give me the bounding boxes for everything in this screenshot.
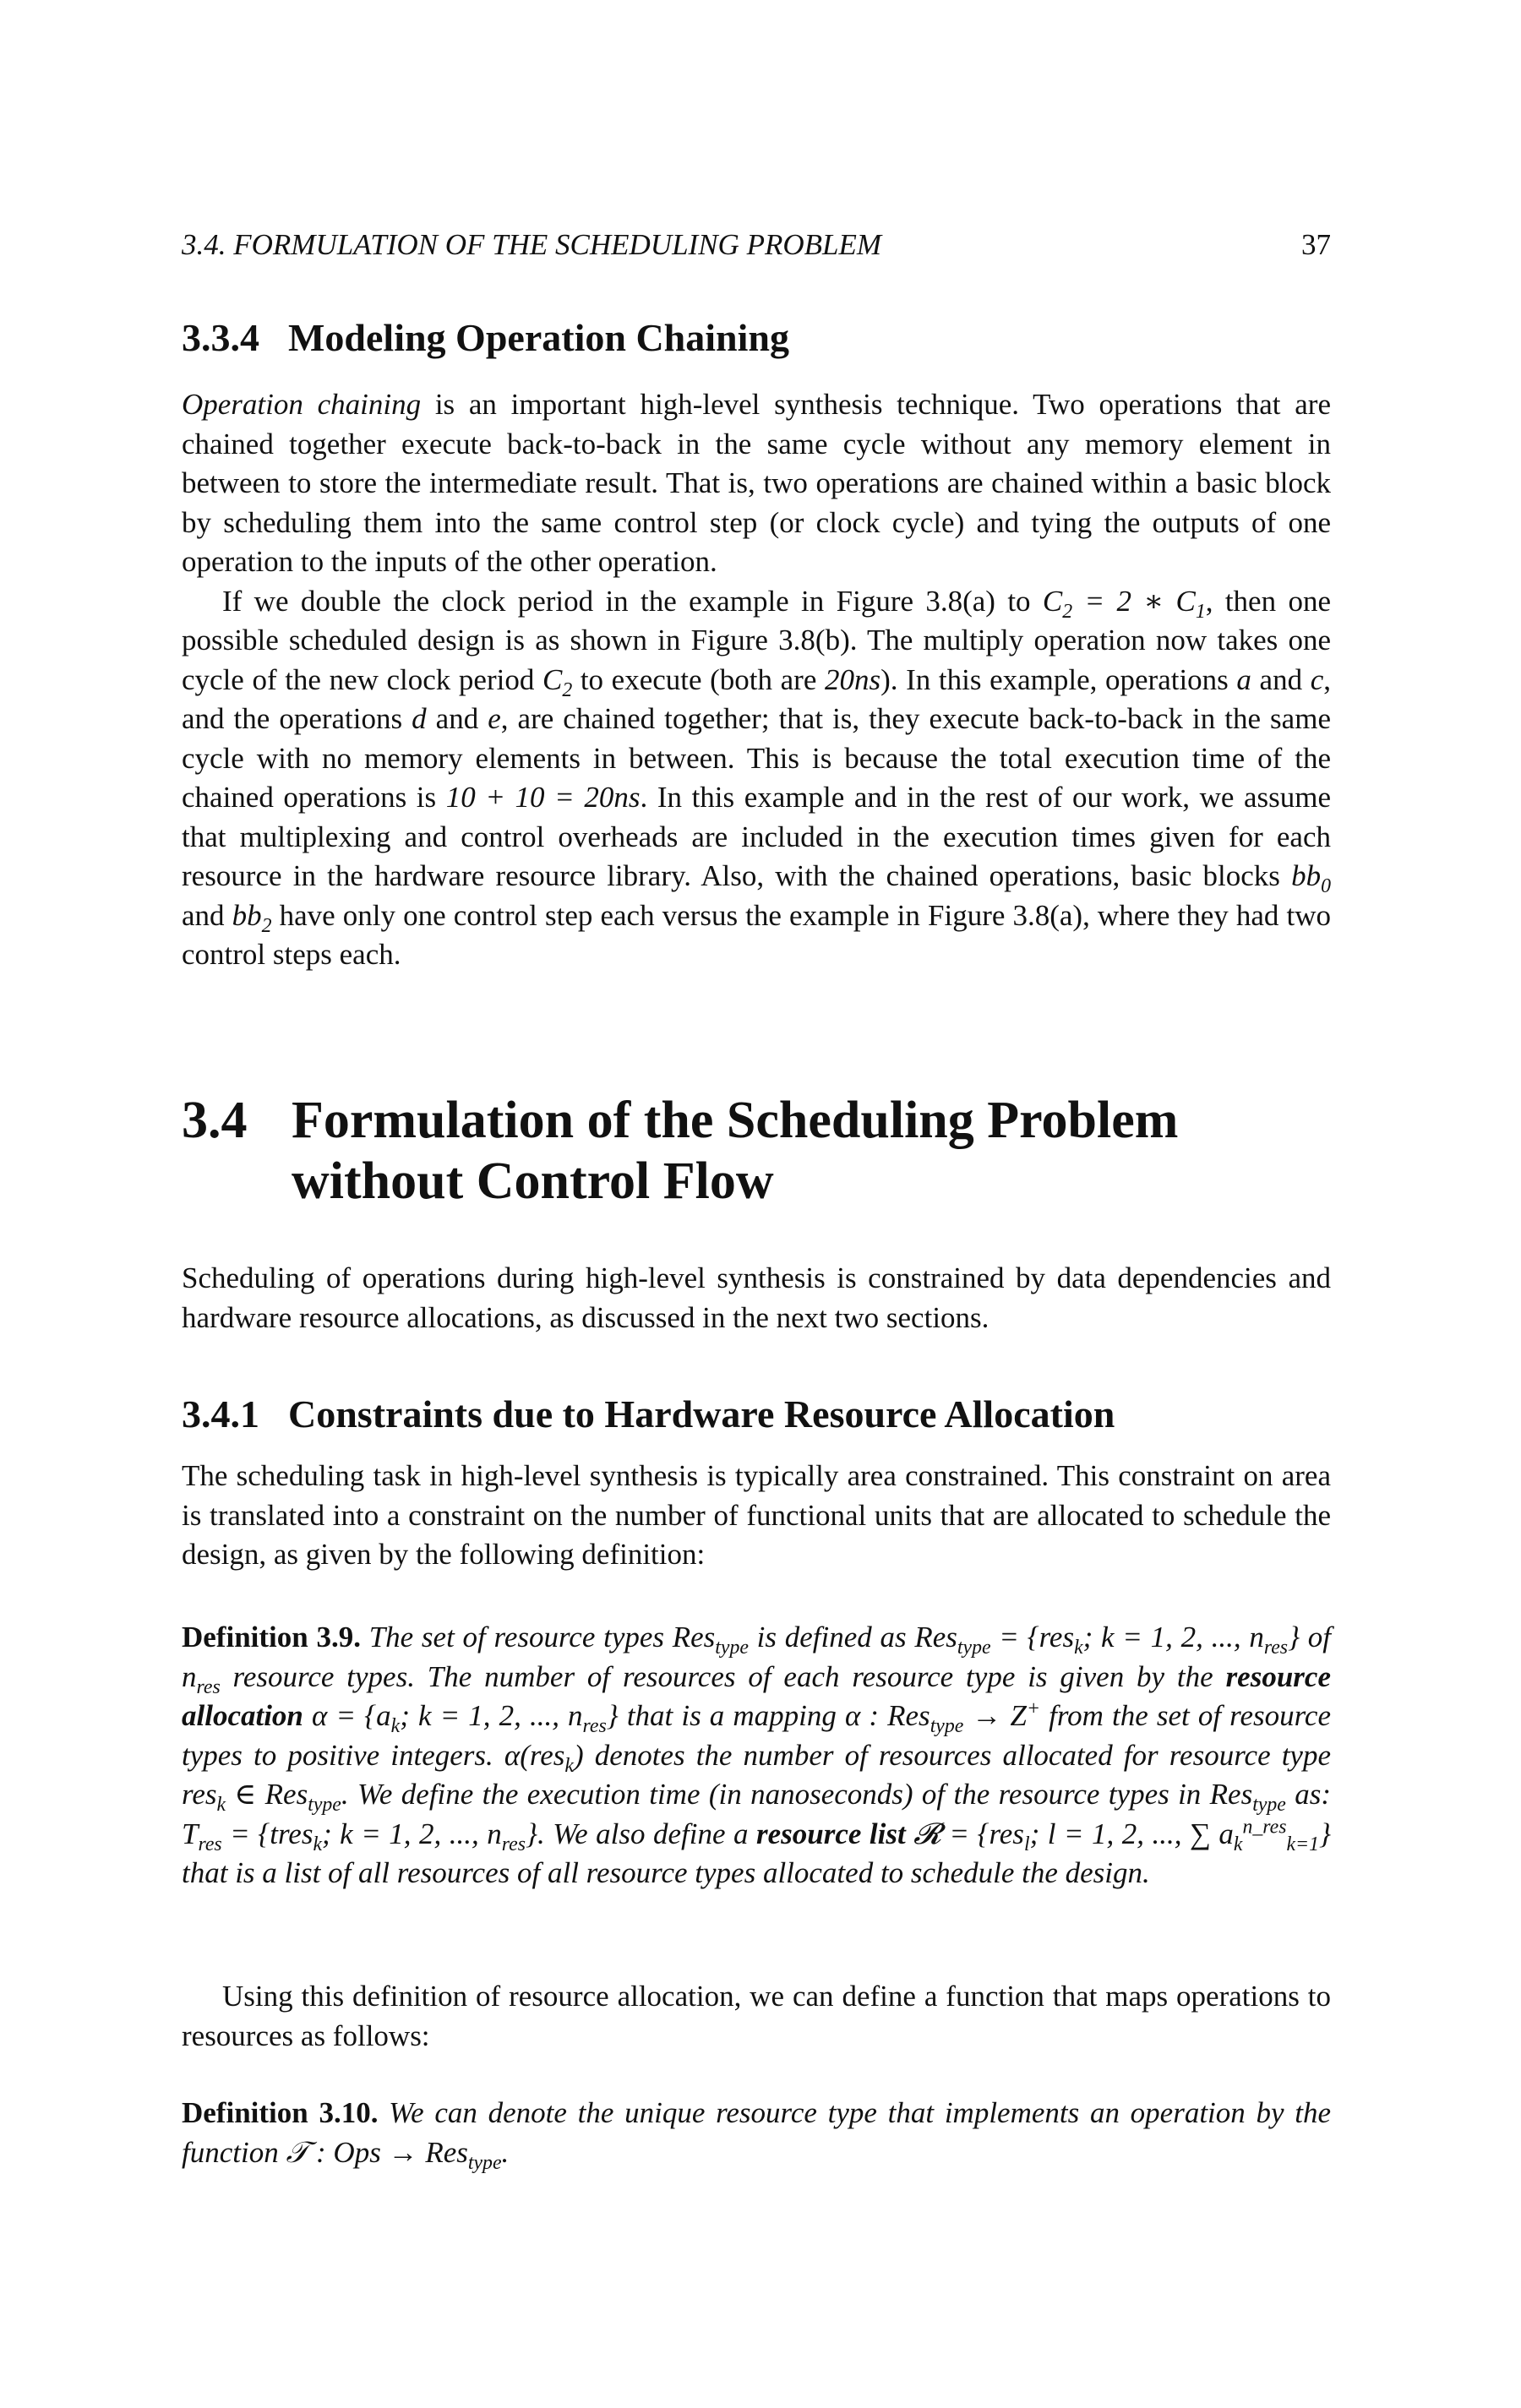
definition-body: Definition 3.9. The set of resource types Res$_{type}$ is defined as Res$_{type}$ = {res$_k$; k = 1, 2, ..., $n_{res}$} of $n_{res}$ resource types. The number of resources of each resource type is given by the resource allocation $\alpha = \{a_k$; k = 1, 2, ..., $n_{res}$} that is a mapping α : Res$_{type}$ → Z+ from the set of resource types to positive integers. α(res$_k$) denotes the number of resources allocated for resource type res$_k$ ∈ Res$_{type}$. We define the execution time (in nanoseconds) of the resource types in Res$_{type}$ as: $T_{res}$ = {tres$_k$; k = 1, 2, ..., $n_{res}$}. We also define a resource list 𝓡 = {res$_l$; l = 1, 2, ..., ∑ $a_k^{n\_res}_{k=1}$} that is a list of all resources of all resource types allocated to schedule the design. bbox=[182, 1621, 1332, 1889]
definition-body: Definition 3.10. We can denote the unique resource type that implements an operation by the function 𝒯 : Ops → Res$_{type}$. bbox=[182, 2096, 1331, 2174]
section-number: 3.4 bbox=[182, 1092, 248, 1149]
section-heading bbox=[182, 314, 1331, 362]
math: $bb_2$ bbox=[232, 898, 272, 937]
running-header bbox=[182, 228, 1331, 270]
section-3-4-1 bbox=[182, 1391, 1331, 1575]
math: 20ns bbox=[824, 662, 881, 696]
section-title: Formulation of the Scheduling Problem without Control Flow bbox=[292, 1092, 1179, 1210]
paragraph bbox=[182, 385, 1331, 582]
math: $C_2$ bbox=[542, 662, 573, 701]
text: , then one possible scheduled design is as shown in Figure 3.8(b). The multiply operation now takes one cycle of the new clock period bbox=[182, 584, 1331, 696]
section-heading bbox=[182, 1090, 1331, 1212]
term-resource-allocation: resource allocation bbox=[182, 1659, 1331, 1732]
section-number: 3.3.4 bbox=[182, 316, 259, 359]
math: e bbox=[488, 702, 501, 735]
page-number: 37 bbox=[1301, 228, 1331, 261]
text: . In this example and in the rest of our work, we assume that multiplexing and control overheads are included in the execution times given for each resource in the hardware resource library. Also, with the chained operations, basic blocks bbox=[182, 781, 1332, 892]
text: If we double the clock period in the example in Figure 3.8(a) to bbox=[222, 584, 1043, 618]
section-3-3-4 bbox=[182, 314, 1331, 975]
definition-3-9 bbox=[182, 1618, 1331, 1893]
section-3-4 bbox=[182, 1090, 1331, 1337]
paragraph: Using this definition of resource allocation, we can define a function that maps operations to resources as follows: bbox=[182, 1980, 1331, 2052]
running-header-title: 3.4. FORMULATION OF THE SCHEDULING PROBLEM bbox=[182, 228, 881, 261]
text: and bbox=[426, 702, 488, 735]
math: 10 + 10 = 20ns bbox=[445, 781, 641, 814]
term-resource-list: resource list bbox=[755, 1817, 906, 1850]
text: is an important high-level synthesis technique. Two operations that are chained together execute back-to-back in the same cycle without any memory element in between to store the intermediate result. That is, two operations are chained within a basic block by scheduling them into the same control step (or clock cycle) and tying the outputs of one operation to the inputs of the other operation. bbox=[182, 388, 1331, 578]
section-title: Constraints due to Hardware Resource Allocation bbox=[288, 1392, 1115, 1436]
section-title: Modeling Operation Chaining bbox=[288, 316, 789, 359]
text: and bbox=[1251, 662, 1311, 696]
math: c bbox=[1310, 662, 1324, 696]
definition-label: Definition 3.9. bbox=[182, 1621, 361, 1653]
section-number: 3.4.1 bbox=[182, 1392, 259, 1436]
text: ). In this example, operations bbox=[880, 662, 1237, 696]
definition-3-10 bbox=[182, 2094, 1331, 2172]
math: a bbox=[1236, 662, 1251, 696]
paragraph bbox=[182, 582, 1331, 975]
text: and bbox=[182, 898, 232, 932]
definition-label: Definition 3.10. bbox=[182, 2096, 379, 2129]
paragraph-block bbox=[182, 1977, 1331, 2056]
text: have only one control step each versus the example in Figure 3.8(a), where they had two control steps each. bbox=[182, 898, 1331, 971]
math: $bb_0$ bbox=[1291, 859, 1331, 897]
text: , and the operations bbox=[182, 662, 1331, 735]
paragraph: Scheduling of operations during high-level synthesis is constrained by data dependencies and hardware resource allocations, as discussed in the next two sections. bbox=[182, 1261, 1331, 1334]
paragraph: The scheduling task in high-level synthesis is typically area constrained. This constraint on area is translated into a constraint on the number of functional units that are allocated to schedule the design, as given by the following definition: bbox=[182, 1459, 1331, 1571]
section-heading bbox=[182, 1391, 1331, 1438]
term-operation-chaining: Operation chaining bbox=[182, 388, 422, 421]
math: $C_2 = 2$ ∗ $C_1$ bbox=[1042, 584, 1206, 623]
text: , are chained together; that is, they execute back-to-back in the same cycle with no memory elements in between. This is because the total execution time of the chained operations is bbox=[182, 702, 1331, 814]
text: to execute (both are bbox=[572, 662, 825, 696]
math: d bbox=[412, 702, 427, 735]
